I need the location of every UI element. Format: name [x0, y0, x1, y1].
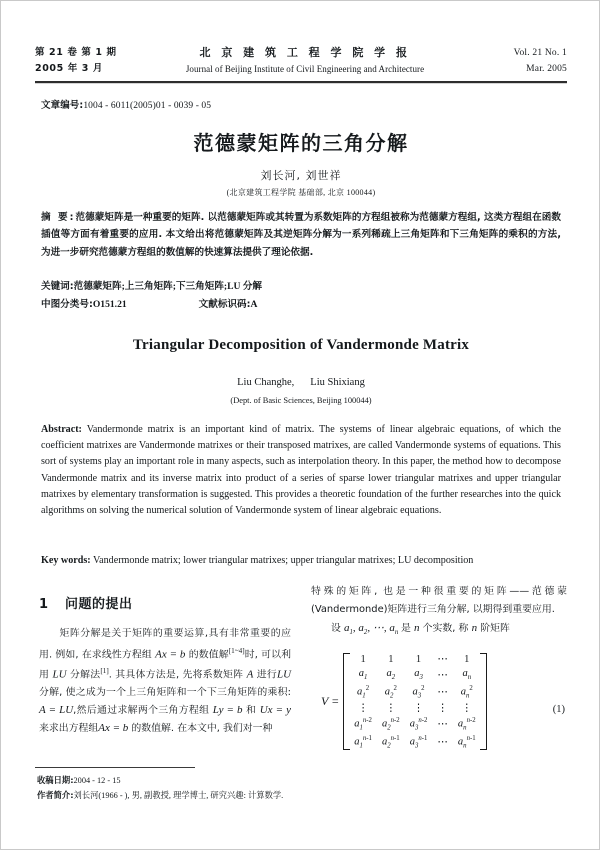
- section-heading-1: [39, 593, 291, 612]
- matrix-cell: ⋯: [437, 670, 448, 682]
- section-number-1: 1: [39, 597, 49, 612]
- article-number: [41, 97, 211, 111]
- volume-issue-en: Vol. 21 No. 1: [513, 48, 567, 58]
- abstract-en: [41, 422, 561, 519]
- volume-issue-cn: 第 21 卷 第 1 期: [35, 47, 117, 58]
- abstract-cn: [41, 209, 561, 261]
- publish-date-en: Mar. 2005: [526, 64, 567, 74]
- doc-code-label: 文献标识码:: [198, 299, 251, 310]
- matrix-cell: $a_2^2$: [384, 684, 397, 700]
- section-title-1: 问题的提出: [65, 597, 133, 612]
- matrix-cell: ⋮: [357, 703, 369, 715]
- received-date-label: 收稿日期:: [37, 775, 74, 785]
- authors-en: [35, 377, 567, 388]
- matrix-cell: ⋯: [437, 686, 448, 698]
- clc-label: 中图分类号:: [41, 299, 93, 310]
- para-l1-j: 来求出方程组: [39, 722, 99, 734]
- matrix-cell: $a_3^{n‑2}$: [409, 717, 428, 732]
- matrix-cell: $a_1^{n‑1}$: [354, 734, 372, 750]
- matrix-cell: $a_2^{n‑1}$: [381, 734, 400, 750]
- matrix-row: [349, 701, 480, 716]
- matrix-cell: ⋯: [437, 654, 448, 666]
- page-title-en: Triangular Decomposition of Vandermonde Matrix: [132, 337, 470, 353]
- running-head-center: [145, 45, 465, 77]
- header-divider: [35, 81, 567, 84]
- running-head-right: [514, 45, 567, 77]
- matrix-cell: $a_1^2$: [357, 684, 370, 700]
- matrix-cell: $a_n^{n‑1}$: [457, 734, 476, 750]
- keywords-label-en: Key words:: [41, 555, 91, 566]
- matrix-row: [349, 667, 480, 683]
- abstract-label-cn: 摘 要:: [41, 212, 76, 223]
- para-l1-ref2: [1]: [100, 667, 109, 676]
- matrix-row: [349, 733, 480, 751]
- matrix-lhs: V =: [321, 693, 340, 708]
- equation-1: [311, 652, 567, 780]
- matrix-cell: $a_3$: [414, 668, 423, 682]
- para-l1-eq3: A: [246, 668, 254, 681]
- equation-number: (1): [552, 703, 565, 715]
- authors-cn: 刘长河, 刘世祥: [260, 169, 342, 182]
- para-l1-h: ,然后通过求解两个三角方程组: [73, 704, 213, 716]
- keywords-cn: [41, 278, 561, 295]
- para-l1-b: 的数值解: [185, 648, 229, 660]
- para-l1-eq8: Ax = b: [98, 721, 129, 734]
- paragraph-right-2: [311, 620, 567, 642]
- matrix-cell: $a_2$: [386, 668, 396, 682]
- matrix-cell: ⋯: [437, 737, 448, 749]
- matrix-cell: 1: [415, 653, 422, 665]
- received-date-value: 2004 - 12 - 15: [73, 776, 121, 785]
- keywords-en: [41, 553, 561, 569]
- journal-title-cn: 北 京 建 筑 工 程 学 院 学 报: [199, 46, 411, 59]
- article-number-value: 1004 - 6011(2005)01 - 0039 - 05: [83, 101, 212, 111]
- matrix-cell: ⋮: [461, 703, 473, 715]
- journal-title-en: Journal of Beijing Institute of Civil Engineering and Architecture: [185, 64, 425, 74]
- para-l1-eq4: LU: [276, 668, 292, 681]
- para-l1-eq5: A = LU: [39, 703, 74, 716]
- keywords-text-cn: 范德蒙矩阵;上三角矩阵;下三角矩阵;LU 分解: [73, 281, 263, 292]
- author-bio-label: 作者简介:: [37, 790, 74, 800]
- matrix-cell: $a_n$: [462, 668, 472, 682]
- para-l1-e: . 其具体方法是, 先将系数矩阵: [108, 669, 247, 681]
- matrix-cell: ⋯: [437, 719, 448, 731]
- author-en-2: Liu Shixiang: [310, 377, 365, 388]
- abstract-text-en: Vandermonde matrix is an important kind of matrix. The systems of linear algebraic equations, of which the coefficient matrixes are Vandermonde matrixes or their transposed matrixes, are called Vandermonde systems of equations. This sort of systems play an important role in many aspects, such as interpolation theory. In this paper, the method how to decompose Vandermonde matrix and its inverse matrix into product of a series of sparse lower triangular matrixes and upper triangular matrixes by elementary transformation is suggested. This provides a theoretic foundation of the further researches into the quick algorithms on solving the numerical solution of Vandermonde system of linear algebraic equations.: [41, 424, 561, 517]
- para-r2-eq2: n: [414, 622, 420, 635]
- paragraph-left-1: [39, 625, 291, 737]
- running-head-left: [35, 45, 117, 77]
- matrix-cell: $a_3^2$: [412, 684, 425, 700]
- matrix-cell: ⋮: [385, 703, 397, 715]
- matrix-cell: 1: [360, 653, 366, 665]
- para-l1-c: 时, 可以利用: [39, 648, 292, 681]
- para-l1-a: 矩阵分解是关于矩阵的重要运算,具有非常重要的应用. 例如, 在求线性方程组: [39, 628, 291, 660]
- page-title-cn: 范德蒙矩阵的三角分解: [193, 131, 409, 155]
- para-l1-k: 的数值解. 在本文中, 我们对一种: [128, 722, 273, 734]
- page-inner: [35, 1, 567, 850]
- matrix-row: [349, 716, 480, 734]
- matrix-cell: 1: [388, 653, 394, 665]
- para-l1-eq7: Ux = y: [259, 703, 291, 716]
- matrix-cell: $a_2^{n‑2}$: [381, 717, 400, 732]
- para-r2-c: 个实数, 称: [419, 623, 472, 635]
- author-bio-line: [37, 788, 437, 803]
- received-date-line: [37, 773, 437, 788]
- publish-date-cn: 2005 年 3 月: [35, 63, 103, 74]
- classification-line: [41, 296, 561, 313]
- author-bio-value: 刘长河(1966 - ), 男, 副教授, 理学博士, 研究兴趣: 计算数学.: [73, 791, 284, 800]
- matrix-cell: $a_n^2$: [460, 684, 473, 700]
- paragraph-right-1: 特殊的矩阵, 也是一种很重要的矩阵——范德蒙(Vandermonde)矩阵进行三角分解, 以期得到重要应用.: [311, 586, 567, 615]
- author-en-1: Liu Changhe,: [237, 377, 295, 388]
- bracket-left: [342, 652, 349, 751]
- para-r2-a: 设: [331, 623, 345, 635]
- article-number-label: 文章编号:: [41, 100, 84, 111]
- matrix-cell: 1: [464, 653, 470, 665]
- matrix-expression: [321, 652, 488, 751]
- matrix-cell: $a_1$: [358, 668, 368, 682]
- matrix-cell: ⋮: [437, 703, 448, 715]
- matrix-row: [349, 683, 480, 701]
- para-r2-symbols: $a_1$, $a_2$, ⋯, $a_n$: [344, 622, 399, 637]
- matrix-cell: $a_1^{n‑2}$: [354, 717, 372, 732]
- para-l1-eq1: Ax = b: [155, 647, 186, 660]
- clc-value: O151.21: [92, 299, 127, 310]
- para-l1-eq6: Ly = b: [212, 703, 243, 716]
- matrix-cell: $a_n^{n‑2}$: [457, 717, 476, 732]
- para-r2-b: 是: [400, 623, 414, 635]
- bracket-right: [481, 652, 488, 751]
- abstract-text-cn: 范德蒙矩阵是一种重要的矩阵. 以范德蒙矩阵或其转置为系数矩阵的方程组被称为范德蒙方程组, 这类方程组在函数插值等方面有着重要的应用. 本文给出将范德蒙矩阵及其逆矩阵分解为一系列稀疏上三角矩阵和下三角矩阵的乘积的方法, 为进一步研究范德蒙方程组的数值解的快速算法提供了理论依据.: [41, 212, 561, 258]
- footnotes: [37, 773, 437, 803]
- para-l1-g: 分解, 使之成为一个上三角矩阵和一个下三角矩阵的乘积:: [39, 687, 291, 699]
- para-l1-ref1: [1~4]: [228, 646, 245, 655]
- affiliation-cn: (北京建筑工程学院 基础部, 北京 100044): [226, 188, 376, 197]
- para-l1-d: 分解法: [66, 669, 101, 681]
- para-l1-i: 和: [242, 704, 260, 716]
- running-head: [35, 45, 567, 79]
- keywords-label-cn: 关键词:: [41, 281, 74, 292]
- footnote-divider: [35, 767, 195, 768]
- para-l1-f: 进行: [253, 669, 277, 681]
- vandermonde-matrix: [349, 652, 480, 751]
- matrix-row: [349, 652, 480, 667]
- para-r2-d: 阶矩阵: [477, 623, 510, 635]
- matrix-cell: $a_3^{n‑1}$: [409, 734, 428, 750]
- keywords-text-en: Vandermonde matrix; lower triangular matrixes; upper triangular matrixes; LU decomposition: [92, 555, 474, 566]
- matrix-cell: ⋮: [413, 703, 424, 715]
- column-left: [39, 593, 291, 737]
- affiliation-en: (Dept. of Basic Sciences, Beijing 100044): [230, 396, 372, 405]
- para-r2-eq3: n: [471, 622, 478, 635]
- doc-code-value: A: [250, 299, 258, 310]
- abstract-label-en: Abstract:: [41, 424, 82, 435]
- column-right: [311, 583, 567, 780]
- para-l1-eq2: LU: [52, 668, 67, 681]
